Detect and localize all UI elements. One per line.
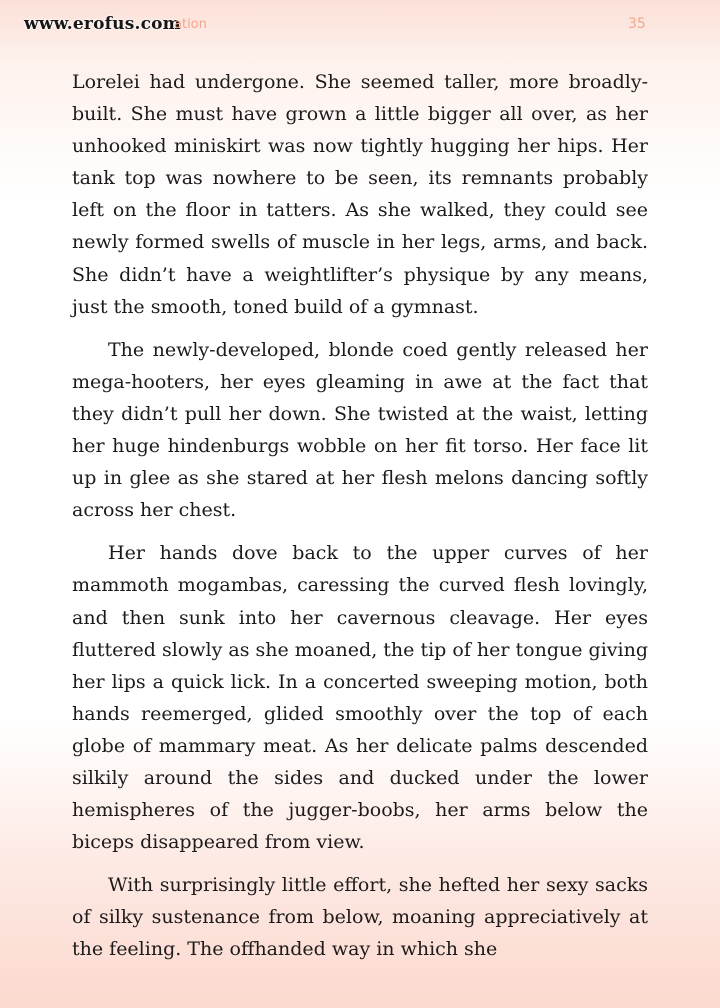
page-header [0, 12, 720, 38]
paragraph-1: Lorelei had undergone. She seemed taller, more broadly-built. She must have grown a little bigger all over, as her unhooked miniskirt was now tightly hugging her hips. Her tank top was nowhere to be seen, its remnants probably left on the floor in tatters. As she walked, they could see newly formed swells of muscle in her legs, arms, and back. She didn’t have a weightlifter’s physique by any means, just the smooth, toned build of a gymnast. [72, 71, 648, 318]
paragraph-3: Her hands dove back to the upper curves of her mammoth mogambas, caressing the curved flesh lovingly, and then sunk into her cavernous cleavage. Her eyes fluttered slowly as she moaned, the tip of her tongue giving her lips a quick lick. In a concerted sweeping motion, both hands reemerged, glided smoothly over the top of each globe of mammary meat. As her delicate palms descended silkily around the sides and ducked under the lower hemispheres of the jugger-boobs, her arms below the biceps disappeared from view. [72, 542, 648, 854]
page-body [72, 66, 648, 977]
paragraph-2: The newly-developed, blonde coed gently released her mega-hooters, her eyes gleaming in awe at the fact that they didn’t pull her down. She twisted at the waist, letting her huge hindenburgs wobble on her fit torso. Her face lit up in glee as she stared at her flesh melons dancing softly across her chest. [72, 338, 648, 522]
paragraph-4: With surprisingly little effort, she hefted her sexy sacks of silky sustenance from below, moaning appreciatively at the feeling. The offhanded way in which she [72, 874, 648, 961]
running-title: ation [174, 17, 207, 32]
watermark-text: www.erofus.com [24, 14, 181, 34]
page-number: 35 [628, 16, 646, 32]
